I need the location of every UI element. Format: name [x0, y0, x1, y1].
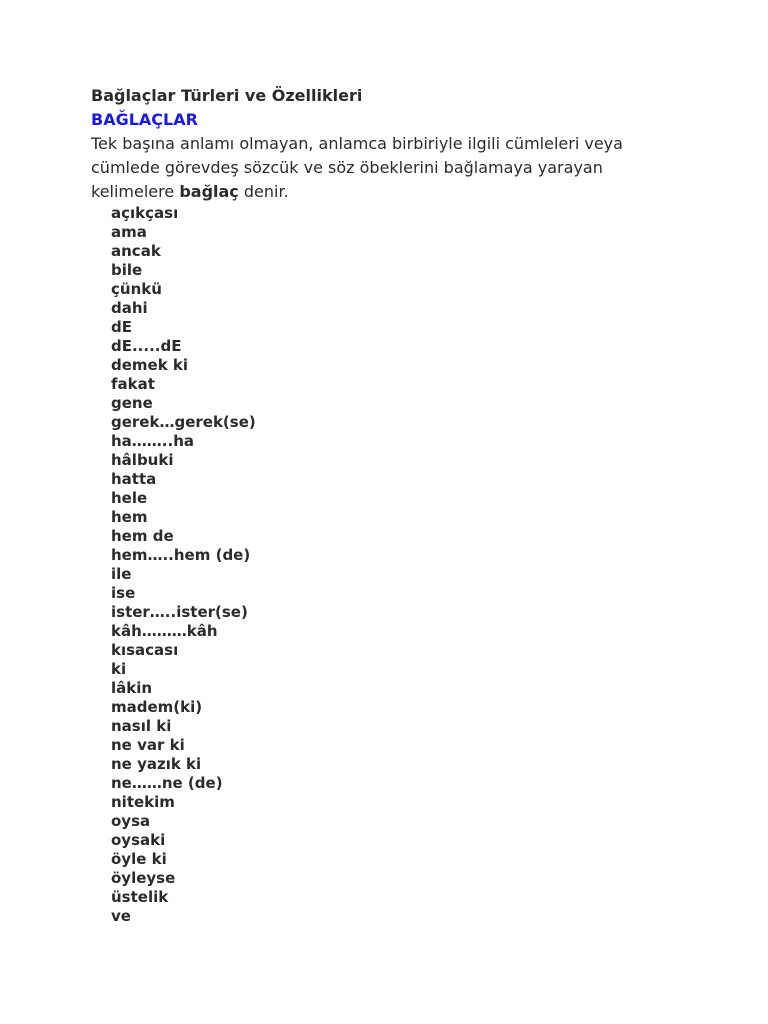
list-item: ve [111, 907, 131, 925]
list-item: hâlbuki [111, 451, 174, 469]
list-item: kâh………kâh [111, 622, 218, 640]
list-item: demek ki [111, 356, 189, 374]
list-item: bile [111, 261, 143, 279]
list-item: hatta [111, 470, 157, 488]
list-item: öyleyse [111, 869, 176, 887]
list-item: ancak [111, 242, 161, 260]
list-item: hem…..hem (de) [111, 546, 251, 564]
list-item: üstelik [111, 888, 169, 906]
list-item: ki [111, 660, 127, 678]
document-body [91, 84, 691, 926]
list-item: ne var ki [111, 736, 185, 754]
list-item: ister…..ister(se) [111, 603, 248, 621]
document-title: Bağlaçlar Türleri ve Özellikleri [91, 86, 363, 105]
list-item: nasıl ki [111, 717, 172, 735]
list-item: fakat [111, 375, 155, 393]
list-item: nitekim [111, 793, 175, 811]
list-item: oysa [111, 812, 151, 830]
list-item: dE [111, 318, 132, 336]
conjunction-list [91, 204, 691, 926]
list-item: gene [111, 394, 153, 412]
section-heading: BAĞLAÇLAR [91, 110, 198, 129]
list-item: ne……ne (de) [111, 774, 223, 792]
list-item: açıkçası [111, 204, 179, 222]
intro-text: Tek başına anlamı olmayan, anlamca birbiriyle ilgili cümleleri veya cümlede görevdeş sözcük ve söz öbeklerini bağlamaya yarayan kelimelere [91, 134, 623, 201]
list-item: hele [111, 489, 148, 507]
list-item: madem(ki) [111, 698, 203, 716]
list-item: çünkü [111, 280, 162, 298]
list-item: lâkin [111, 679, 153, 697]
list-item: hem de [111, 527, 174, 545]
intro-text-end: denir. [238, 182, 289, 201]
list-item: gerek…gerek(se) [111, 413, 256, 431]
list-item: hem [111, 508, 148, 526]
list-item: dahi [111, 299, 148, 317]
intro-bold-term: bağlaç [179, 182, 239, 201]
intro-paragraph [91, 132, 691, 204]
list-item: dE.....dE [111, 337, 182, 355]
list-item: ile [111, 565, 132, 583]
list-item: öyle ki [111, 850, 167, 868]
list-item: ne yazık ki [111, 755, 202, 773]
list-item: ha……..ha [111, 432, 194, 450]
list-item: ise [111, 584, 136, 602]
list-item: ama [111, 223, 147, 241]
list-item: oysaki [111, 831, 166, 849]
list-item: kısacası [111, 641, 179, 659]
